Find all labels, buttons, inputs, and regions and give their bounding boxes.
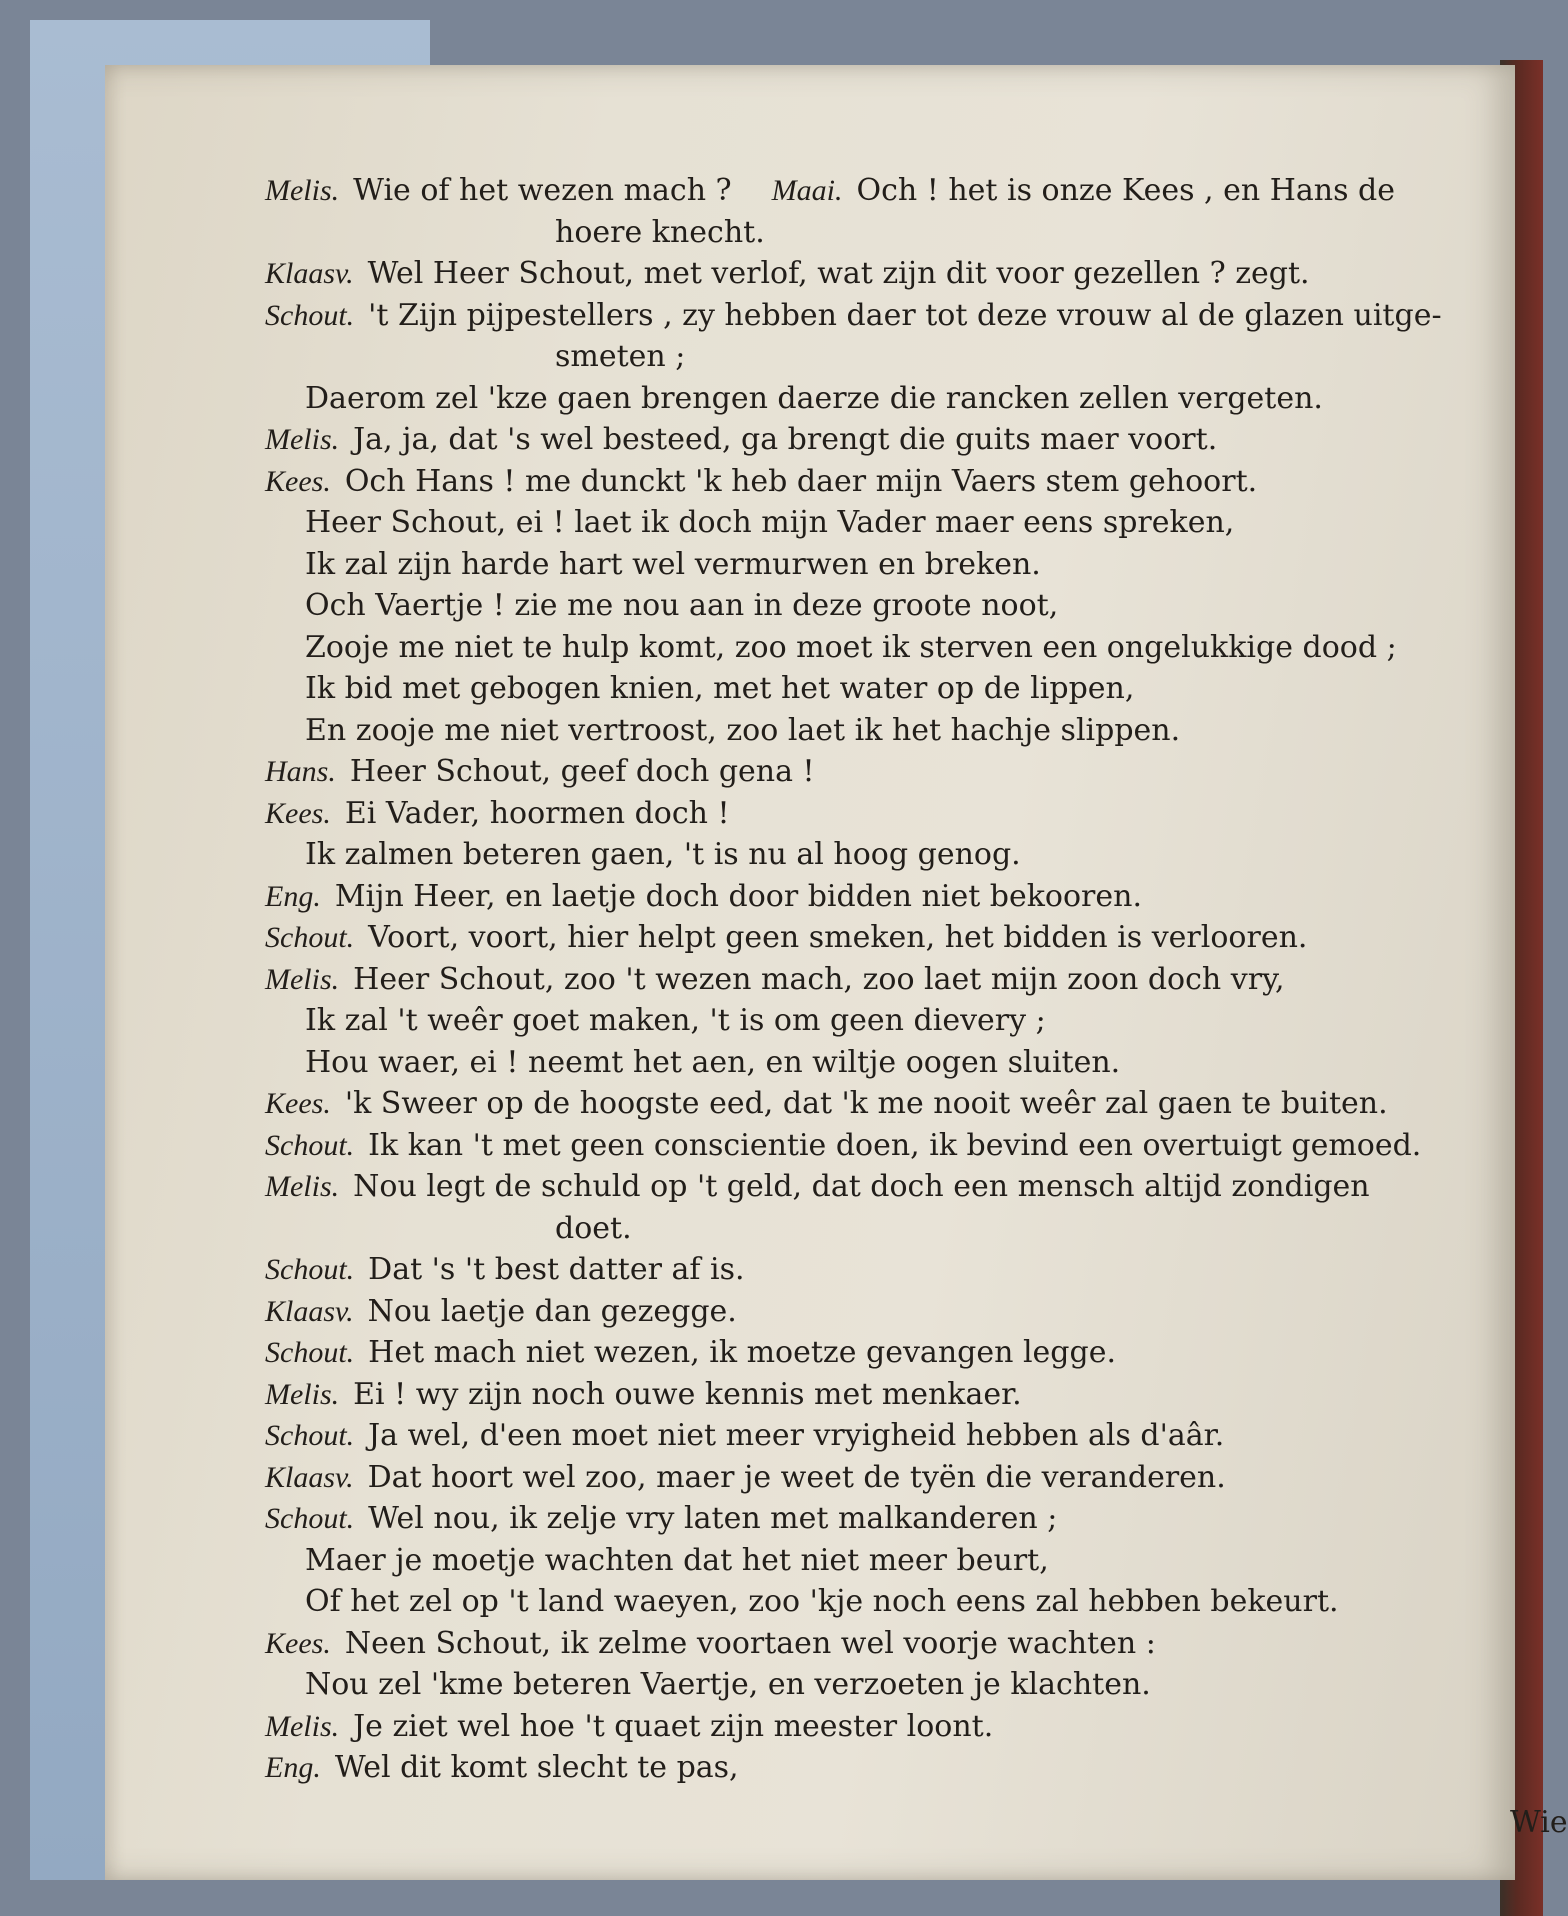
line-text: Voort, voort, hier helpt geen smeken, het bidden is verlooren. <box>368 920 1308 955</box>
speaker-name: Melis. <box>265 962 340 996</box>
line-text: Heer Schout, geef doch gena ! <box>349 754 815 789</box>
text-line <box>265 1457 1565 1499</box>
catchword: Wie <box>1510 1805 1568 1840</box>
speaker-name: Melis. <box>265 174 340 207</box>
text-line <box>265 1042 1565 1084</box>
text-line <box>265 295 1565 337</box>
line-text: hoere knecht. <box>555 214 765 250</box>
speaker-name: Schout. <box>265 921 355 954</box>
text-line <box>265 627 1565 669</box>
line-text: Mijn Heer, en laetje doch door bidden niet bekooren. <box>334 878 1143 914</box>
text-line <box>265 253 1565 295</box>
speaker-name: Eng. <box>265 879 321 913</box>
text-line <box>265 793 1565 835</box>
text-line <box>265 170 1565 212</box>
text-line <box>265 1166 1565 1208</box>
line-text: Dat 's 't best datter af is. <box>368 1252 745 1287</box>
speaker-name: Melis. <box>265 1170 340 1203</box>
line-text: Heer Schout, zoo 't wezen mach, zoo laet mijn zoon doch vry, <box>353 961 1285 997</box>
text-line <box>265 1208 1565 1250</box>
speaker-name: Eng. <box>265 1751 321 1784</box>
text-line <box>265 1332 1565 1374</box>
line-text: Ja wel, d'een moet niet meer vryigheid hebben als d'aâr. <box>368 1418 1225 1453</box>
text-line <box>265 1706 1565 1748</box>
text-line <box>265 1083 1565 1125</box>
speaker-name: Melis. <box>265 1377 340 1411</box>
line-text: Neen Schout, ik zelme voortaen wel voorje wachten : <box>344 1625 1156 1661</box>
line-text: Je ziet wel hoe 't quaet zijn meester loont. <box>353 1708 994 1744</box>
line-text: Wie of het wezen mach ? <box>353 173 732 208</box>
speaker-name: Schout. <box>265 1502 355 1535</box>
line-text: Ik kan 't met geen conscientie doen, ik bevind een overtuigt gemoed. <box>368 1127 1422 1163</box>
text-line <box>265 668 1565 710</box>
speaker-name: Kees. <box>265 464 331 498</box>
text-line <box>265 1664 1565 1706</box>
text-line <box>265 212 1565 254</box>
text-line <box>265 710 1565 752</box>
speaker-name: Melis. <box>265 1709 340 1743</box>
speaker-name: Schout. <box>265 1253 355 1286</box>
text-line <box>265 1249 1565 1291</box>
line-text: Ja, ja, dat 's wel besteed, ga brengt die guits maer voort. <box>353 422 1218 457</box>
line-text: Och Hans ! me dunckt 'k heb daer mijn Vaers stem gehoort. <box>344 463 1258 499</box>
line-text: Of het zel op 't land waeyen, zoo 'kje noch eens zal hebben bekeurt. <box>305 1584 1339 1619</box>
text-line <box>265 1747 1565 1789</box>
speaker-name: Klaasv. <box>265 1294 354 1328</box>
line-text: Wel dit komt slecht te pas, <box>334 1750 739 1785</box>
line-text: smeten ; <box>555 339 686 374</box>
text-line <box>265 544 1565 586</box>
text-line <box>265 1291 1565 1333</box>
line-text: Ik zal 't weêr goet maken, 't is om geen dievery ; <box>305 1003 1046 1038</box>
line-text: Maer je moetje wachten dat het niet meer beurt, <box>305 1542 1049 1578</box>
text-line <box>265 959 1565 1001</box>
line-text: Ei Vader, hoormen doch ! <box>344 795 730 831</box>
speaker-name: Kees. <box>265 796 331 830</box>
text-line <box>265 336 1565 378</box>
line-text: Ik zalmen beteren gaen, 't is nu al hoog genog. <box>305 837 1021 872</box>
speaker-name: Kees. <box>265 1087 331 1120</box>
line-text: Nou legt de schuld op 't geld, dat doch een mensch altijd zondigen <box>353 1169 1370 1204</box>
speaker-name: Melis. <box>265 423 340 456</box>
line-text: Ei ! wy zijn noch ouwe kennis met menkaer. <box>353 1376 1022 1412</box>
line-text: Och Vaertje ! zie me nou aan in deze groote noot, <box>305 588 1059 623</box>
line-text: 't Zijn pijpestellers , zy hebben daer tot deze vrouw al de glazen uitge- <box>368 297 1442 333</box>
line-text: Daerom zel 'kze gaen brengen daerze die rancken zellen vergeten. <box>305 380 1323 416</box>
speaker-name: Maai. <box>771 174 843 207</box>
text-line <box>265 1415 1565 1457</box>
text-line <box>265 1374 1565 1416</box>
speaker-name: Hans. <box>265 755 336 788</box>
book-page <box>105 65 1568 1880</box>
text-line <box>265 1623 1565 1665</box>
line-text: Wel Heer Schout, met verlof, wat zijn dit voor gezellen ? zegt. <box>367 256 1310 291</box>
speaker-name: Schout. <box>265 1419 355 1452</box>
line-text: Ik zal zijn harde hart wel vermurwen en breken. <box>305 546 1041 582</box>
speaker-name: Klaasv. <box>265 257 354 290</box>
speaker-name: Kees. <box>265 1626 331 1660</box>
line-text: doet. <box>555 1210 632 1246</box>
text-line <box>265 585 1565 627</box>
text-line <box>265 917 1565 959</box>
text-line <box>265 751 1565 793</box>
line-text: Och ! het is onze Kees , en Hans de <box>856 173 1395 208</box>
speaker-name: Klaasv. <box>265 1460 354 1494</box>
line-text: Wel nou, ik zelje vry laten met malkanderen ; <box>368 1501 1058 1536</box>
line-text: Nou zel 'kme beteren Vaertje, en verzoeten je klachten. <box>305 1667 1151 1702</box>
line-text: Het mach niet wezen, ik moetze gevangen legge. <box>368 1335 1117 1370</box>
play-text <box>265 170 1565 1789</box>
speaker-name: Schout. <box>265 1128 355 1162</box>
speaker-name: Schout. <box>265 298 355 332</box>
line-text: 'k Sweer op de hoogste eed, dat 'k me nooit weêr zal gaen te buiten. <box>344 1086 1388 1121</box>
line-text: Ik bid met gebogen knien, met het water op de lippen, <box>305 671 1135 706</box>
text-line <box>265 378 1565 420</box>
text-line <box>265 1581 1565 1623</box>
text-line <box>265 1498 1565 1540</box>
speaker-name: Schout. <box>265 1336 355 1369</box>
text-line <box>265 834 1565 876</box>
text-line <box>265 876 1565 918</box>
line-text: Dat hoort wel zoo, maer je weet de tyën die veranderen. <box>367 1459 1226 1495</box>
line-text: En zooje me niet vertroost, zoo laet ik het hachje slippen. <box>305 712 1181 748</box>
text-line <box>265 419 1565 461</box>
text-line <box>265 1125 1565 1167</box>
line-text: Heer Schout, ei ! laet ik doch mijn Vader maer eens spreken, <box>305 505 1235 540</box>
line-text: Zooje me niet te hulp komt, zoo moet ik sterven een ongelukkige dood ; <box>305 629 1397 665</box>
text-line <box>265 461 1565 503</box>
line-text: Nou laetje dan gezegge. <box>367 1293 737 1329</box>
text-line <box>265 1000 1565 1042</box>
text-line <box>265 1540 1565 1582</box>
line-text: Hou waer, ei ! neemt het aen, en wiltje oogen sluiten. <box>305 1044 1121 1080</box>
text-line <box>265 502 1565 544</box>
